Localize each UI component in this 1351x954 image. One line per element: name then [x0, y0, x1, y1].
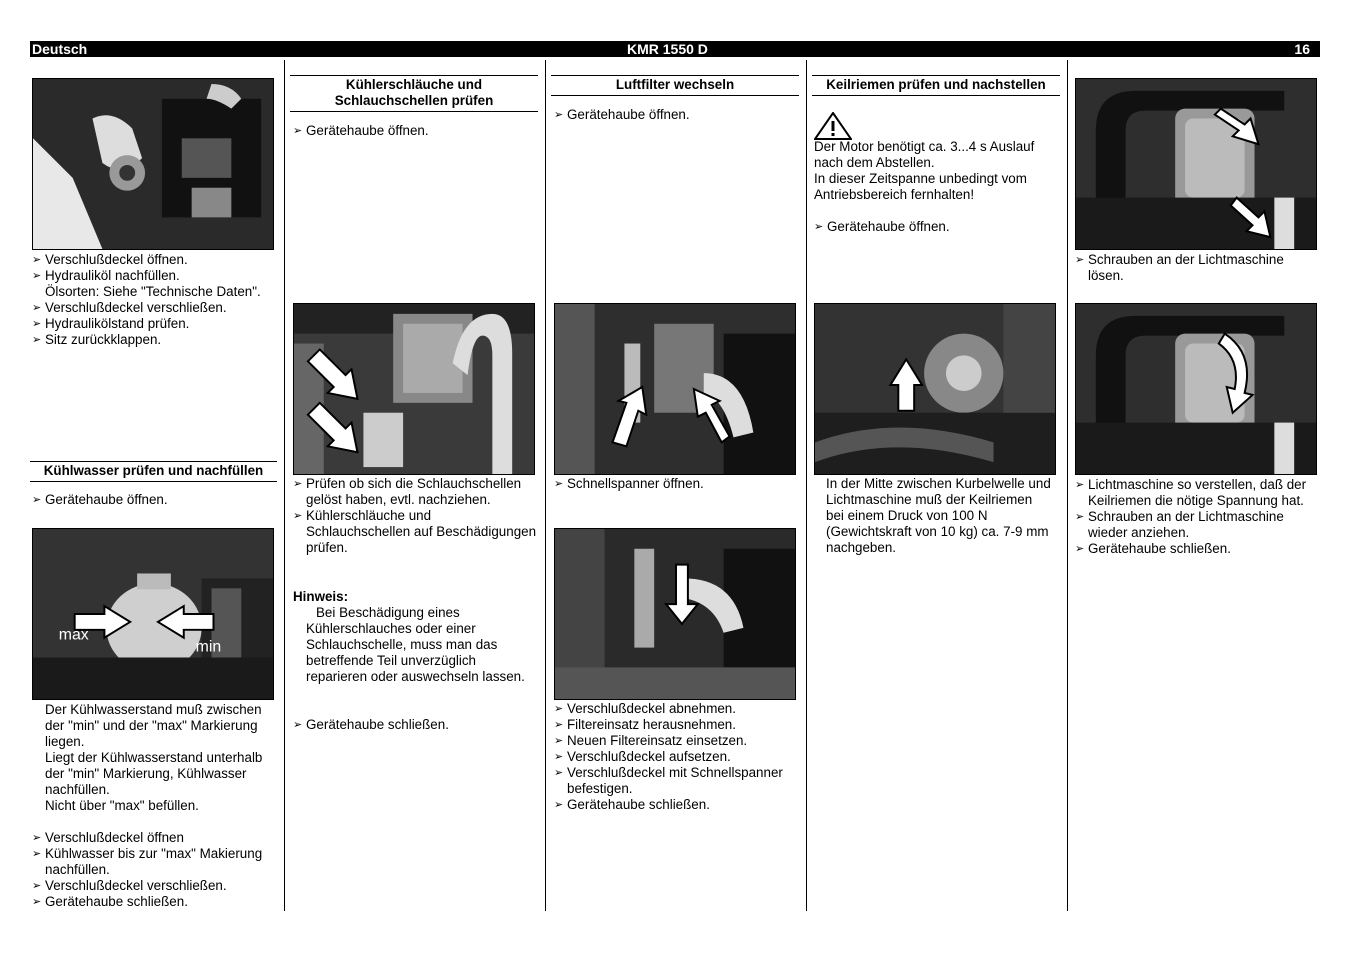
header-page-number: 16	[1294, 41, 1310, 57]
header-language: Deutsch	[32, 41, 88, 57]
list-item: ➢ Kühlwasser bis zur "max" Makierung nachfüllen.	[32, 846, 277, 878]
list-item: ➢ Schrauben an der Lichtmaschine wieder anziehen.	[1075, 509, 1320, 541]
coolant-level-text: Der Kühlwasserstand muß zwischen der "min" und der "max" Markierung liegen. Liegt der Kühlwasserstand unterhalb der "min" Markierung, Kühlwasser nachfüllen. Nicht über "max" befüllen.	[45, 702, 263, 813]
list-item: ➢ Schrauben an der Lichtmaschine lösen.	[1075, 252, 1320, 284]
photo-hydraulic-oil-fill	[32, 78, 274, 250]
hydraulic-steps-list	[32, 252, 277, 348]
photo-airfilter-cover	[554, 528, 796, 700]
list-item: ➢ Prüfen ob sich die Schlauchschellen gelöst haben, evtl. nachziehen.	[293, 476, 538, 508]
list-item: ➢ Verschlußdeckel verschließen.	[32, 878, 277, 894]
airfilter-clamp-list	[554, 476, 799, 492]
column-divider	[1067, 60, 1068, 911]
coolant-open-list	[32, 492, 277, 508]
photo-coolant-tank	[32, 528, 274, 700]
section-title-hoses: Kühlerschläuche und Schlauchschellen prüfen	[290, 75, 538, 112]
list-item: ➢ Hydrauliköl nachfüllen. Ölsorten: Siehe "Technische Daten".	[32, 268, 277, 300]
list-item: ➢ Sitz zurückklappen.	[32, 332, 277, 348]
hoses-close-list	[293, 717, 538, 733]
section-title-vbelt: Keilriemen prüfen und nachstellen	[812, 75, 1060, 96]
note-text: Bei Beschädigung eines Kühlerschlauches oder einer Schlauchschelle, muss man das betreffende Teil unverzüglich reparieren oder auswechseln lassen.	[306, 605, 525, 684]
list-item: ➢ Gerätehaube öffnen.	[814, 219, 1059, 235]
vbelt-open-list	[814, 219, 1059, 235]
list-item: ➢ Verschlußdeckel öffnen	[32, 830, 277, 846]
warning-text: Der Motor benötigt ca. 3...4 s Auslauf nach dem Abstellen. In dieser Zeitspanne unbedingt vom Antriebsbereich fernhalten!	[814, 139, 1035, 202]
list-item: ➢ Verschlußdeckel verschließen.	[32, 300, 277, 316]
photo-hose-clamps	[293, 303, 535, 475]
list-item: ➢ Gerätehaube schließen.	[1075, 541, 1320, 557]
list-item: ➢ Verschlußdeckel öffnen.	[32, 252, 277, 268]
airfilter-open-list	[554, 107, 799, 123]
photo-vbelt-check	[814, 303, 1056, 475]
alternator-adjust-list	[1075, 477, 1320, 557]
list-item: ➢ Gerätehaube schließen.	[554, 797, 799, 813]
list-item: ➢ Gerätehaube schließen.	[32, 894, 277, 910]
warning-triangle-icon	[814, 112, 854, 140]
coolant-fill-steps	[32, 830, 277, 910]
section-title-airfilter: Luftfilter wechseln	[551, 75, 799, 96]
airfilter-replace-list	[554, 701, 799, 813]
list-item: ➢ Hydraulikölstand prüfen.	[32, 316, 277, 332]
photo-alternator-adjust	[1075, 303, 1317, 475]
section-title-coolant: Kühlwasser prüfen und nachfüllen	[30, 461, 277, 482]
list-item: ➢ Verschlußdeckel aufsetzen.	[554, 749, 799, 765]
list-item: ➢ Gerätehaube öffnen.	[554, 107, 799, 123]
hoses-check-list	[293, 476, 538, 556]
list-item: ➢ Gerätehaube öffnen.	[32, 492, 277, 508]
list-item: ➢ Verschlußdeckel abnehmen.	[554, 701, 799, 717]
list-item: ➢ Filtereinsatz herausnehmen.	[554, 717, 799, 733]
list-item: ➢ Verschlußdeckel mit Schnellspanner befestigen.	[554, 765, 799, 797]
column-divider	[284, 60, 285, 911]
note-title: Hinweis:	[293, 589, 349, 604]
list-item: ➢ Lichtmaschine so verstellen, daß der Keilriemen die nötige Spannung hat.	[1075, 477, 1320, 509]
photo-alternator-screws	[1075, 78, 1317, 250]
vbelt-tension-text: In der Mitte zwischen Kurbelwelle und Lichtmaschine muß der Keilriemen bei einem Druck von 100 N (Gewichtskraft von 10 kg) ca. 7-9 mm nachgeben.	[826, 476, 1051, 555]
hoses-open-list	[293, 123, 538, 139]
list-item: ➢ Neuen Filtereinsatz einsetzen.	[554, 733, 799, 749]
list-item: ➢ Gerätehaube öffnen.	[293, 123, 538, 139]
column-divider	[545, 60, 546, 911]
label-min: min	[195, 638, 222, 656]
alternator-loosen-list	[1075, 252, 1320, 284]
list-item: ➢ Kühlerschläuche und Schlauchschellen auf Beschädigungen prüfen.	[293, 508, 538, 556]
label-max: max	[58, 626, 89, 644]
header-model: KMR 1550 D	[627, 41, 708, 57]
column-divider	[806, 60, 807, 911]
photo-airfilter-clamps	[554, 303, 796, 475]
list-item: ➢ Gerätehaube schließen.	[293, 717, 538, 733]
header-bar	[30, 41, 1320, 57]
list-item: ➢ Schnellspanner öffnen.	[554, 476, 799, 492]
